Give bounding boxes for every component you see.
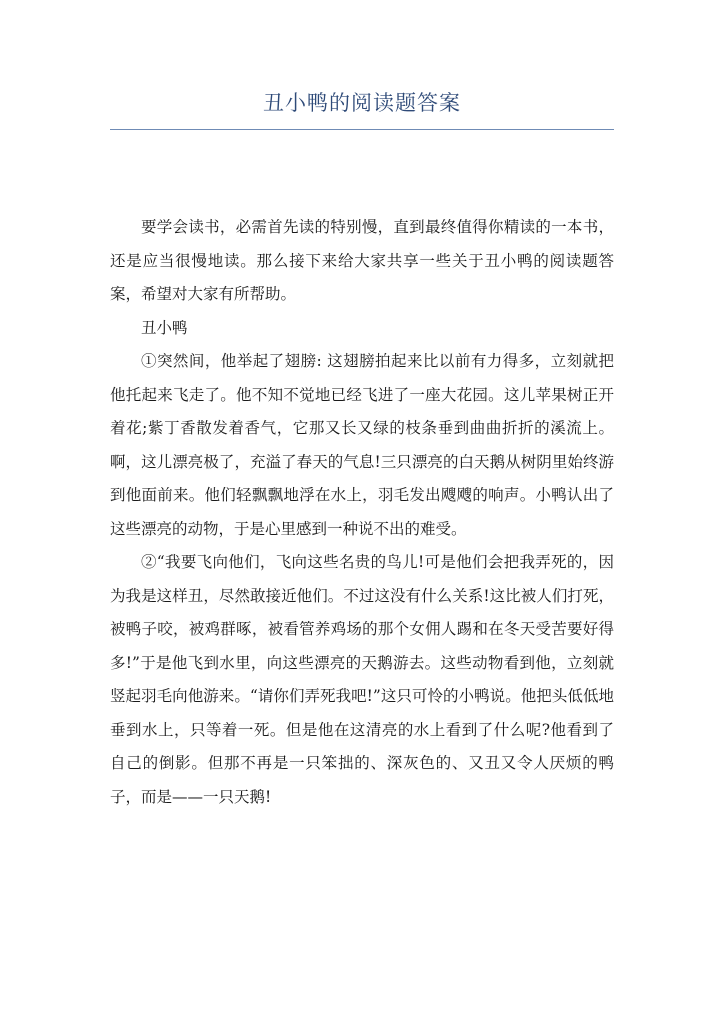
story-paragraph-2: ②“我要飞向他们，飞向这些名贵的鸟儿!可是他们会把我弄死的，因为我是这样丑，尽然敢接近他们。不过这没有什么关系!这比被人们打死，被鸭子咬，被鸡群啄，被看管养鸡场的那个女佣人踢和在冬天受苦要好得多!”于是他飞到水里，向这些漂亮的天鹅游去。这些动物看到他，立刻就竖起羽毛向他游来。“请你们弄死我吧!”这只可怜的小鸭说。他把头低低地垂到水上，只等着一死。但是他在这清亮的水上看到了什么呢?他看到了自己的倒影。但那不再是一只笨拙的、深灰色的、又丑又令人厌烦的鸭子，而是——一只天鹅! (110, 553, 614, 806)
intro-paragraph: 要学会读书，必需首先读的特别慢，直到最终值得你精读的一本书，还是应当很慢地读。那么接下来给大家共享一些关于丑小鸭的阅读题答案，希望对大家有所帮助。 (110, 218, 614, 303)
story-paragraph-1: ①突然间，他举起了翅膀: 这翅膀拍起来比以前有力得多，立刻就把他托起来飞走了。他不知不觉地已经飞进了一座大花园。这儿苹果树正开着花;紫丁香散发着香气，它那又长又绿的枝条垂到曲曲折折的溪流上。啊，这儿漂亮极了，充溢了春天的气息!三只漂亮的白天鹅从树阴里始终游到他面前来。他们轻飘飘地浮在水上，羽毛发出飕飕的响声。小鸭认出了这些漂亮的动物，于是心里感到一种说不出的难受。 (110, 352, 614, 538)
document-body (110, 211, 614, 814)
section-heading: 丑小鸭 (141, 318, 188, 337)
page-title: 丑小鸭的阅读题答案 (263, 91, 461, 115)
title-divider (110, 129, 614, 130)
